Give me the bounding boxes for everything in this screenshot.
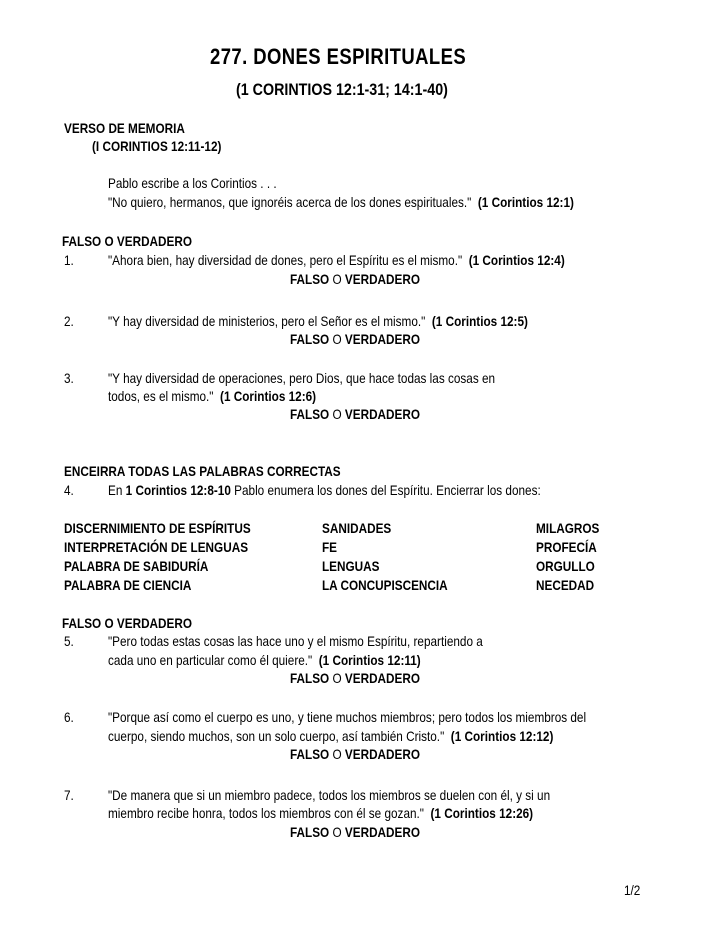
gift-option[interactable]: FE bbox=[322, 539, 338, 555]
question-text: miembro recibe honra, todos los miembros con él se gozan." (1 Corintios 12:26) bbox=[108, 805, 534, 821]
memory-line-1: Pablo escribe a los Corintios . . . bbox=[108, 175, 277, 191]
question-text: "Y hay diversidad de ministerios, pero el Señor es el mismo." (1 Corintios 12:5) bbox=[108, 313, 528, 329]
gift-option[interactable]: MILAGROS bbox=[536, 520, 600, 536]
question-number: 2. bbox=[64, 313, 74, 329]
question-number: 3. bbox=[64, 370, 74, 386]
memory-reference: (I CORINTIOS 12:11-12) bbox=[92, 138, 222, 154]
gift-option[interactable]: PROFECÍA bbox=[536, 539, 597, 555]
question-text: cada uno en particular como él quiere." (1 Corintios 12:11) bbox=[108, 652, 421, 668]
gift-option[interactable]: INTERPRETACIÓN DE LENGUAS bbox=[64, 539, 249, 555]
question-number: 4. bbox=[64, 482, 74, 498]
section-heading-true-false-2: FALSO O VERDADERO bbox=[62, 615, 193, 631]
gift-option[interactable]: LA CONCUPISCENCIA bbox=[322, 577, 448, 593]
gift-option[interactable]: PALABRA DE CIENCIA bbox=[64, 577, 192, 593]
true-false-option[interactable]: FALSO O VERDADERO bbox=[290, 746, 421, 762]
question-number: 6. bbox=[64, 709, 74, 725]
gift-option[interactable]: DISCERNIMIENTO DE ESPÍRITUS bbox=[64, 520, 251, 536]
true-false-option[interactable]: FALSO O VERDADERO bbox=[290, 331, 421, 347]
gift-option[interactable]: SANIDADES bbox=[322, 520, 392, 536]
section-heading-true-false-1: FALSO O VERDADERO bbox=[62, 233, 193, 249]
question-text: "Porque así como el cuerpo es uno, y tiene muchos miembros; pero todos los miembros del bbox=[108, 709, 587, 725]
question-text: "Pero todas estas cosas las hace uno y el mismo Espíritu, repartiendo a bbox=[108, 633, 483, 649]
gift-option[interactable]: PALABRA DE SABIDURÍA bbox=[64, 558, 209, 574]
memory-line-2: "No quiero, hermanos, que ignoréis acerca de los dones espirituales." (1 Corintios 12:1) bbox=[108, 194, 574, 210]
memory-heading: VERSO DE MEMORIA bbox=[64, 120, 185, 136]
page-title: 277. DONES ESPIRITUALES bbox=[210, 44, 467, 69]
question-number: 1. bbox=[64, 252, 74, 268]
page-subtitle: (1 CORINTIOS 12:1-31; 14:1-40) bbox=[236, 80, 448, 99]
true-false-option[interactable]: FALSO O VERDADERO bbox=[290, 824, 421, 840]
page-number: 1/2 bbox=[624, 882, 641, 898]
question-text: En 1 Corintios 12:8-10 Pablo enumera los dones del Espíritu. Encierrar los dones: bbox=[108, 482, 541, 498]
true-false-option[interactable]: FALSO O VERDADERO bbox=[290, 406, 421, 422]
section-heading-circle-words: ENCEIRRA TODAS LAS PALABRAS CORRECTAS bbox=[64, 463, 341, 479]
question-text: "De manera que si un miembro padece, todos los miembros se duelen con él, y si un bbox=[108, 787, 551, 803]
question-text: "Y hay diversidad de operaciones, pero Dios, que hace todas las cosas en bbox=[108, 370, 496, 386]
gift-option[interactable]: LENGUAS bbox=[322, 558, 380, 574]
gift-option[interactable]: ORGULLO bbox=[536, 558, 595, 574]
question-text: cuerpo, siendo muchos, son un solo cuerpo, así también Cristo." (1 Corintios 12:12) bbox=[108, 728, 554, 744]
true-false-option[interactable]: FALSO O VERDADERO bbox=[290, 271, 421, 287]
question-text: "Ahora bien, hay diversidad de dones, pero el Espíritu es el mismo." (1 Corintios 12:4) bbox=[108, 252, 565, 268]
true-false-option[interactable]: FALSO O VERDADERO bbox=[290, 670, 421, 686]
gift-option[interactable]: NECEDAD bbox=[536, 577, 595, 593]
question-number: 7. bbox=[64, 787, 74, 803]
question-text: todos, es el mismo." (1 Corintios 12:6) bbox=[108, 388, 317, 404]
question-number: 5. bbox=[64, 633, 74, 649]
